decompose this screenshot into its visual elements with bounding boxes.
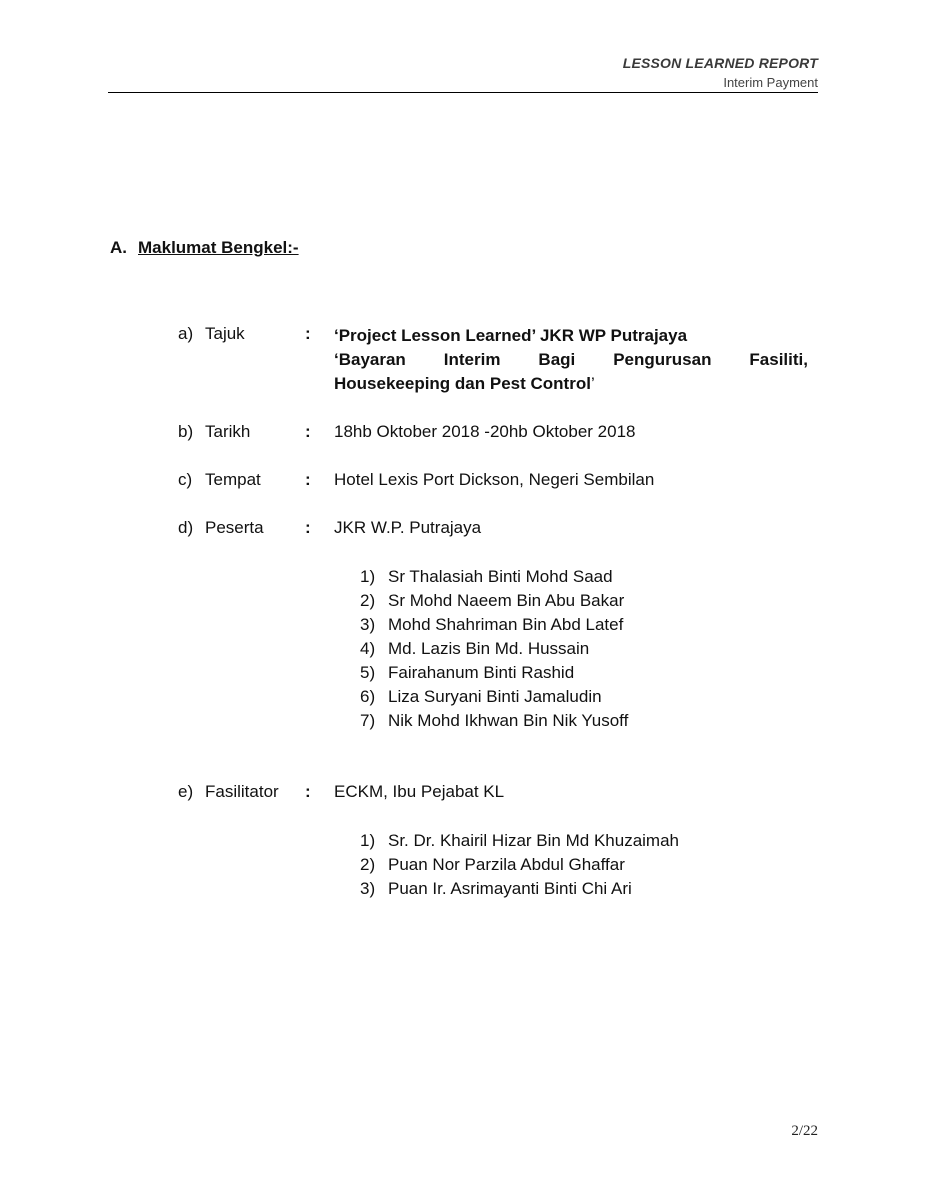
person-name: Fairahanum Binti Rashid [388,663,575,682]
header-divider [108,92,818,93]
field-label: Tajuk [205,324,245,343]
section-title: Maklumat Bengkel:- [138,238,299,257]
list-number: 5) [360,663,376,682]
field-index: b) [178,422,194,441]
list-number: 3) [360,615,376,634]
person-name: Puan Ir. Asrimayanti Binti Chi Ari [388,879,632,898]
person-name: Sr Thalasiah Binti Mohd Saad [388,567,613,586]
list-number: 6) [360,687,376,706]
person-name: Sr. Dr. Khairil Hizar Bin Md Khuzaimah [388,831,679,850]
tajuk-line-2: ‘Bayaran Interim Bagi Pengurusan Fasiliti, [334,350,808,369]
field-label: Fasilitator [205,782,279,801]
field-colon: : [305,782,311,801]
field-value: JKR W.P. Putrajaya [334,518,482,537]
list-item [360,589,628,613]
tajuk-line-3-text: Housekeeping dan Pest Control [334,374,591,393]
peserta-list [360,565,628,733]
list-number: 4) [360,639,376,658]
section-heading [110,238,299,258]
list-item [360,853,679,877]
field-index: d) [178,518,194,537]
list-item [360,661,628,685]
person-name: Nik Mohd Ikhwan Bin Nik Yusoff [388,711,629,730]
field-index: a) [178,324,194,343]
list-number: 7) [360,711,376,730]
field-colon: : [305,422,311,441]
field-index: e) [178,782,194,801]
field-colon: : [305,324,311,343]
list-number: 2) [360,855,376,874]
section-letter: A. [110,238,127,257]
page-number: 2/22 [791,1123,818,1139]
field-label: Peserta [205,518,264,537]
field-label: Tempat [205,470,261,489]
field-colon: : [305,470,311,489]
tajuk-closing-quote: ’ [590,374,595,393]
field-index: c) [178,470,193,489]
list-item [360,877,679,901]
field-value: 18hb Oktober 2018 -20hb Oktober 2018 [334,422,636,441]
tajuk-line-1: ‘Project Lesson Learned’ JKR WP Putrajaya [334,326,688,345]
person-name: Liza Suryani Binti Jamaludin [388,687,602,706]
report-subtitle: Interim Payment [723,75,818,90]
list-item [360,685,628,709]
person-name: Md. Lazis Bin Md. Hussain [388,639,590,658]
list-number: 2) [360,591,376,610]
person-name: Sr Mohd Naeem Bin Abu Bakar [388,591,625,610]
report-title: LESSON LEARNED REPORT [622,55,818,71]
field-colon: : [305,518,311,537]
list-item [360,637,628,661]
tajuk-value [334,324,808,396]
list-item [360,565,628,589]
field-label: Tarikh [205,422,251,441]
list-number: 3) [360,879,376,898]
field-value: Hotel Lexis Port Dickson, Negeri Sembilan [334,470,655,489]
person-name: Puan Nor Parzila Abdul Ghaffar [388,855,625,874]
list-item [360,613,628,637]
list-number: 1) [360,567,376,586]
fasilitator-list [360,829,679,901]
list-number: 1) [360,831,376,850]
person-name: Mohd Shahriman Bin Abd Latef [388,615,624,634]
list-item [360,829,679,853]
field-value: ECKM, Ibu Pejabat KL [334,782,505,801]
tajuk-line-3 [334,372,808,396]
list-item [360,709,628,733]
